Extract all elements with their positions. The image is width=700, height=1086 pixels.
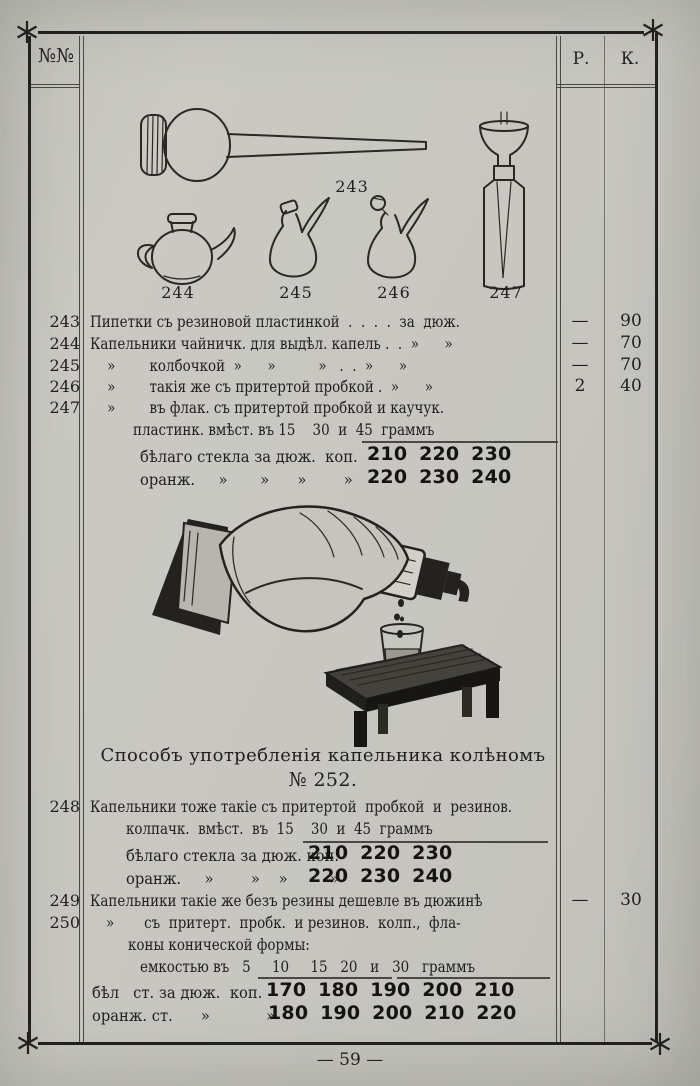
price-kopecks: 40 [620,376,642,396]
fig-246-label: 246 [377,283,411,302]
header-underline [31,87,79,88]
item-text: Капельники тоже такіе съ притертой пробкой и резинов. [90,797,513,816]
page-border-right [655,33,658,1042]
white-glass-price-label: бѣлаго стекла за дюж. коп. [140,447,358,466]
white-glass-price-values: 210 220 230 [308,842,453,864]
item-number: 248 [49,797,80,816]
fig-246-dropper-with-stopper-illustration [342,190,442,290]
white-glass-price-values: 210 220 230 [367,443,512,465]
fig-245-dropper-illustration [250,190,342,290]
item-text: Пипетки съ резиновой пластинкой . . . . за дюж. [90,312,460,331]
fig-243-pipette-illustration [138,104,433,186]
illustration-caption-number: № 252. [288,769,358,791]
fig-243-label: 243 [335,177,369,196]
price-kopecks: 30 [620,890,642,910]
item-number: 246 [49,377,80,396]
fig-247-flask-with-pipette-illustration [472,110,536,296]
page-border-bottom [38,1042,652,1045]
item-number: 249 [49,891,80,910]
item-text: » такія же съ притертой пробкой . » » [90,377,433,396]
corner-star-icon [641,18,665,42]
price-kopecks: 90 [620,311,642,331]
price-rubles: — [571,890,589,910]
hand-dropper-illustration [150,497,560,749]
page-number: — 59 — [316,1050,384,1070]
fig-245-label: 245 [279,283,313,302]
item-number: 243 [49,312,80,331]
price-kopecks: 70 [620,355,642,375]
col-header-numbers: №№ [38,45,74,67]
fig-244-teapot-dropper-illustration [126,210,241,290]
price-rubles: — [571,333,589,353]
fig-244-label: 244 [161,283,195,302]
white-glass-price-label: бѣлаго стекла за дюж. коп. [126,846,340,865]
item-number: 250 [49,913,80,932]
item-number: 245 [49,356,80,375]
page-border-top [38,31,644,34]
item-text: » колбочкой » » » . . » » [90,356,408,375]
orange-glass-price-label: оранж. ст. » » [92,1006,276,1025]
item-number: 247 [49,398,80,417]
price-kopecks: 70 [620,333,642,353]
price-rubles: — [571,311,589,331]
item-text-continuation: пластинк. вмѣст. въ 15 30 и 45 граммъ [133,420,435,439]
page-border-left [28,36,31,1042]
item-number: 244 [49,334,80,353]
orange-glass-price-values: 220 230 240 [367,466,512,488]
white-glass-price-label: бѣл ст. за дюж. коп. [92,983,263,1002]
item-text-continuation: колпачк. вмѣст. въ 15 30 и 45 граммъ [126,819,433,838]
item-text: Капельники чайничк. для выдѣл. капель . . » » [90,334,453,353]
corner-star-icon [15,20,39,44]
illustration-caption-line1: Способъ употребленія капельника колѣномъ [100,745,546,766]
header-underline [556,87,655,88]
col-header-kopecks: К. [620,49,640,69]
header-underline [556,84,655,85]
item-text: Капельники такіе же безъ резины дешевле въ дюжинѣ [90,891,483,910]
numbers-column-rule [83,36,84,1042]
item-text: » съ притерт. пробк. и резинов. колп., фла- [106,913,461,932]
item-text-continuation: коны конической формы: [128,935,310,954]
header-underline [31,84,79,85]
rub-kop-divider-rule [604,36,605,1042]
price-rubles: 2 [574,376,586,396]
item-text: » въ флак. съ притертой пробкой и каучук. [90,398,444,417]
price-rubles: — [571,355,589,375]
fig-247-label: 247 [489,283,523,302]
item-text-continuation: емкостью въ 5 10 15 20 и 30 граммъ [140,957,476,976]
col-header-rubles: Р. [572,49,590,69]
orange-glass-price-values: 220 230 240 [308,865,453,887]
orange-glass-price-label: оранж. » » » » [140,470,353,489]
white-glass-price-values: 170 180 190 200 210 [266,979,515,1001]
orange-glass-price-label: оранж. » » » » [126,869,339,888]
orange-glass-price-values: 180 190 200 210 220 [268,1002,517,1024]
